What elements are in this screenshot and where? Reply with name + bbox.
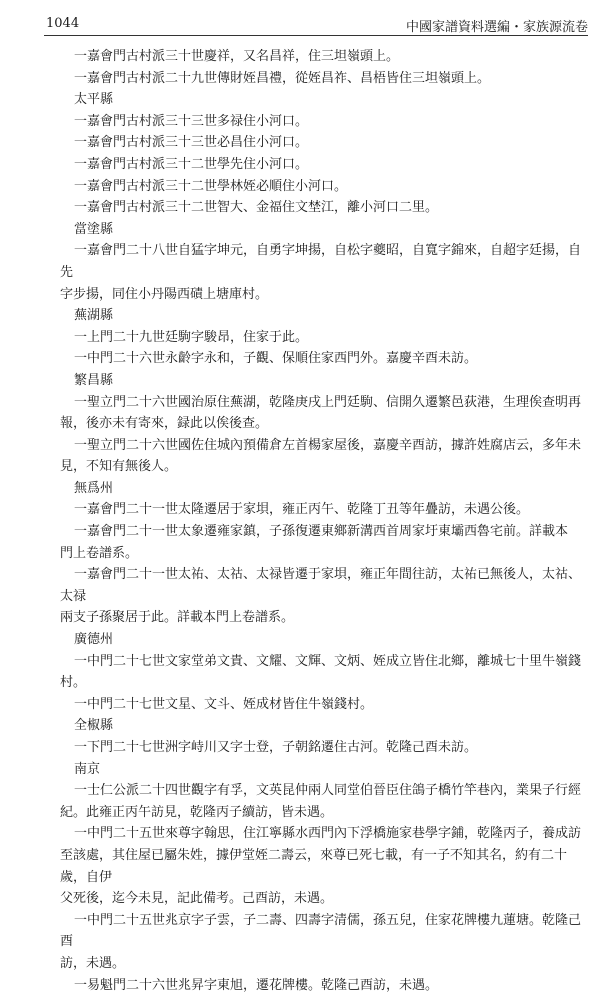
region-heading: 太平縣: [74, 92, 114, 108]
entry-line: 一嘉會門古村派二十九世傳財姪昌禮，從姪昌祚、昌梧皆住三坦嶺頭上。: [74, 70, 491, 86]
entry-continuation: 字步揚，同住小丹陽西磧上塘庫村。: [60, 286, 269, 302]
entry-line: 一嘉會門二十一世太象遷雍家鎮，子孫復遷東鄉新溝西首周家圩東壩西魯宅前。詳載本: [74, 524, 569, 540]
entry-line: 一中門二十五世兆京字子雲，子二壽、四壽字清儒，孫五兒，住家花牌樓九蓮塘。乾隆己酉: [60, 912, 582, 950]
entry-line: 一嘉會門二十一世太隆遷居于家垻，雍正丙午、乾隆丁丑等年疊訪，未遇公後。: [74, 502, 530, 518]
entry-continuation: 門上卷譜系。: [60, 545, 139, 561]
entry-line: 一嘉會門古村派三十二世學林姪必順住小河口。: [74, 178, 348, 194]
entry-line: 一嘉會門古村派三十二世智大、金福住文埜江，離小河口二里。: [74, 200, 439, 216]
entry-continuation: 父死後，迄今未見，記此備考。己酉訪，未遇。: [60, 891, 334, 907]
entry-line: 一聖立門二十六世國佐住城內預備倉左首楊家屋後，嘉慶辛酉訪，據許姓腐店云，多年未: [74, 437, 582, 453]
entry-line: 一下門二十七世洲字峙川又字士登，子朝銘遷住古河。乾隆己酉未訪。: [74, 740, 478, 755]
entry-line: 一中門二十七世文家堂弟文貴、文耀、文輝、文炳、姪成立皆住北鄉，離城七十里牛嶺錢村。: [60, 653, 582, 691]
entry-line: 一嘉會門古村派三十三世多禄住小河口。: [74, 113, 309, 129]
region-heading: 蕪湖縣: [74, 308, 114, 324]
page-number: 1044: [46, 16, 80, 31]
entry-line: 一易魁門二十六世兆昇字東旭，遷花牌樓。乾隆己酉訪，未遇。: [74, 977, 439, 993]
entry-line: 一中門二十五世來尊字翰思，住江寧縣水西門內下浮橋施家巷學字鋪，乾隆丙子，養成訪: [74, 826, 582, 842]
entry-line: 一聖立門二十六世國治原住蕪湖，乾隆庚戌上門廷駒、信開久遷繁邑荻港，生理俟查明再: [74, 394, 582, 410]
running-title: 中國家譜資料選編・家族源流卷: [405, 20, 588, 35]
entry-line: 一中門二十七世文星、文斗、姪成材皆住牛嶺錢村。: [74, 696, 374, 712]
entry-line: 一嘉會門古村派三十世慶祥，又名昌祥，住三坦嶺頭上。: [74, 49, 400, 64]
entry-continuation: 至該處，其住屋已屬朱姓，據伊堂姪二壽云，來尊已死七載，有一子不知其名，約有二十歲，自伊: [60, 847, 568, 885]
entry-line: 一嘉會門二十一世太祐、太祜、太禄皆遷于家垻，雍正年間往訪，太祐已無後人，太祜、太禄: [60, 567, 582, 604]
entry-continuation: 見，不知有無後人。: [60, 459, 178, 475]
region-heading: 當塗縣: [74, 221, 114, 237]
page-body: [60, 46, 588, 996]
entry-line: 一中門二十六世永齡字永和，子觀、保順住家西門外。嘉慶辛酉未訪。: [74, 351, 478, 367]
page-header: [44, 13, 588, 36]
entry-continuation: 報，後亦未有寄來，録此以俟後查。: [60, 416, 269, 432]
entry-continuation: 訪，未遇。: [60, 955, 126, 971]
entry-line: 一嘉會門古村派三十二世學先住小河口。: [74, 156, 309, 172]
entry-line: 一嘉會門二十八世自猛字坤元，自勇字坤揚，自松字夔昭，自寬字錦來，自超字廷揚，自先: [60, 243, 582, 280]
entry-line: 一上門二十九世廷駒字駿昂，住家于此。: [74, 329, 309, 345]
region-heading: 廣德州: [74, 632, 114, 648]
entry-continuation: 紀。此雍正丙午訪見，乾隆丙子續訪，皆未遇。: [60, 804, 334, 820]
region-heading: 繁昌縣: [74, 372, 114, 388]
entry-line: 一嘉會門古村派三十三世必昌住小河口。: [74, 135, 309, 151]
entry-line: 一士仁公派二十四世觀字有孚，文英昆仲兩人同堂伯晉臣住鴿子橋竹竿巷內，業果子行經: [74, 783, 582, 799]
entry-continuation: 兩支子孫聚居于此。詳載本門上卷譜系。: [60, 610, 295, 626]
region-heading: 全椒縣: [74, 718, 114, 734]
region-heading: 南京: [74, 761, 101, 777]
region-heading: 無爲州: [74, 480, 114, 496]
